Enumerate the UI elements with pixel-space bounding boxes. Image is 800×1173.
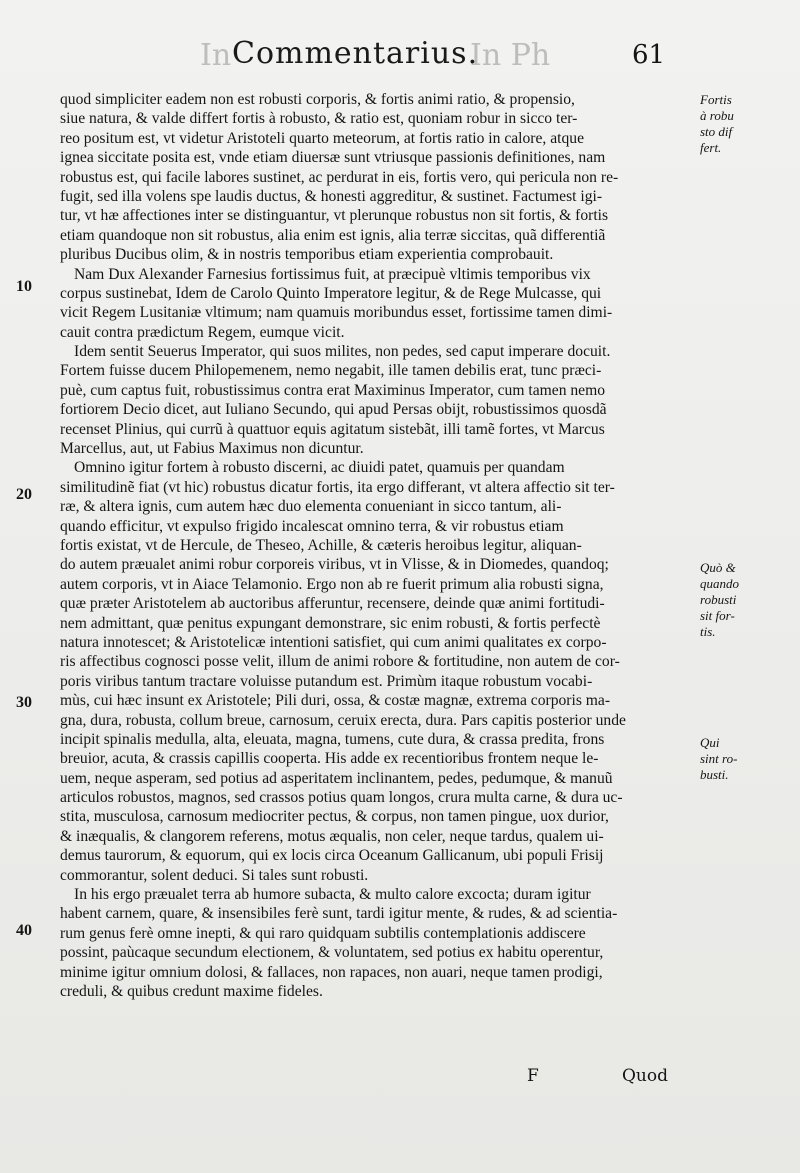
text-line: uem, neque asperam, sed potius ad asperitatem inclinantem, pedes, pedumque, & manuũ <box>60 769 613 787</box>
text-line: possint, paùcaque secundum electionem, & voluntatem, sed potius ex habitu operentur, <box>60 944 604 962</box>
line-number: 20 <box>16 486 32 503</box>
text-line: commorantur, solent deduci. Si tales sunt robusti. <box>60 866 369 884</box>
line-number: 40 <box>16 922 32 939</box>
text-line: Nam Dux Alexander Farnesius fortissimus fuit, at præcipuè vltimis temporibus vix <box>74 265 591 283</box>
main-text-block <box>60 90 682 1001</box>
margin-note-3: Qui sint ro- busti. <box>700 735 738 782</box>
text-line: creduli, & quibus credunt maxime fideles. <box>60 982 323 1000</box>
text-line: cauit contra prædictum Regem, eumque vicit. <box>60 323 345 341</box>
bleed-through-right: In Ph <box>470 38 551 73</box>
text-line: reo positum est, vt videtur Aristoteli quarto meteorum, at fortis ratio in calore, atque <box>60 129 584 147</box>
text-line: mùs, cui hæc insunt ex Aristotele; Pili duri, ossa, & costæ magnæ, extrema corporis ma- <box>60 692 611 710</box>
text-line: ignea siccitate posita est, vnde etiam diuersæ sunt vtriusque passionis definitiones, nam <box>60 149 606 167</box>
text-line: fortiorem Decio dicet, aut Iuliano Secundo, qui apud Persas obijt, robustissimos quosdã <box>60 401 607 419</box>
running-head: Commentarius. <box>232 36 479 71</box>
text-line: quando efficitur, vt expulso frigido incalescat omnino terra, & vir robustus etiam <box>60 517 564 535</box>
text-line: articulos robustos, magnos, sed crassos potius quam longos, crura multa carne, & dura uc- <box>60 789 623 807</box>
text-line: ris affectibus cognosci posse velit, illum de animi robore & fortitudine, non autem de cor- <box>60 653 620 671</box>
text-line: rum genus ferè omne inepti, & qui raro quidquam subtilis contemplationis addiscere <box>60 924 586 942</box>
text-line: breuior, acuta, & crassis capillis cooperta. His adde ex recentioribus frontem neque le- <box>60 750 599 768</box>
text-line: habent carnem, quare, & insensibiles ferè sunt, tardi igitur mente, & rudes, & ad scientia- <box>60 905 618 923</box>
catchword: Quod <box>622 1066 669 1086</box>
text-line: Idem sentit Seuerus Imperator, qui suos milites, non pedes, sed caput imperare docuit. <box>74 343 611 361</box>
text-line: autem corporis, vt in Aiace Telamonio. Ergo non ab re fuerit primum alia robusti signa, <box>60 575 604 593</box>
text-line: quod simpliciter eadem non est robusti corporis, & fortis animi ratio, & propensio, <box>60 91 575 108</box>
line-number: 30 <box>16 694 32 711</box>
bleed-through-left: In <box>200 38 232 73</box>
text-line: Marcellus, aut, ut Fabius Maximus non dicuntur. <box>60 440 364 458</box>
text-line: & inæqualis, & clangorem referens, motus æqualis, non celer, neque tardus, qualem ui- <box>60 827 604 845</box>
text-line: minime igitur omnium dolosi, & fallaces, non rapaces, non auari, neque tamen prodigi, <box>60 963 603 981</box>
page-number: 61 <box>632 40 666 70</box>
text-line: similitudinẽ fiat (vt hic) robustus dicatur fortis, ita ergo differant, vt altera affectio sit ter- <box>60 478 615 496</box>
text-line: poris viribus tantum tractare voluisse putandum est. Primùm itaque robustum vocabi- <box>60 672 593 690</box>
text-line: natura innotescet; & Aristotelicæ intentioni satisfiet, qui cum animi qualitates ex corpo- <box>60 633 607 651</box>
text-line: In his ergo præualet terra ab humore subacta, & multo calore excocta; duram igitur <box>74 886 591 904</box>
text-line: recenset Plinius, qui currũ à quattuor equis agitatum sistebãt, illi tamẽ fortes, vt Marcus <box>60 420 605 438</box>
text-line: incipit spinalis medulla, alta, eleuata, magna, tumens, cute dura, & crassa predita, frons <box>60 730 605 748</box>
text-line: Omnino igitur fortem à robusto discerni, ac diuidi patet, quamuis per quandam <box>74 459 565 477</box>
text-line: do autem præualet animi robur corporeis viribus, vt in Vlisse, & in Diomedes, quandoq; <box>60 556 609 574</box>
text-line: etiam quandoque non sit robustus, alia enim est ignis, alia terræ siccitas, quã differentiã <box>60 226 606 244</box>
text-line: puè, cum captus fuit, robustissimus contra erat Maximinus Imperator, cum tamen nemo <box>60 381 606 399</box>
text-line: nem admittant, quæ penitus expungant demonstrare, sic enim robusti, & fortis perfectè <box>60 614 601 632</box>
text-line: gna, dura, robusta, collum breue, carnosum, ceruix erecta, dura. Pars capitis posterior unde <box>60 711 626 729</box>
text-line: quæ præter Aristotelem ab auctoribus afferuntur, recensere, deinde quæ animi fortitudi- <box>60 595 605 613</box>
text-line: robustus est, qui facile labores sustinet, ac perdurat in eis, fortis vero, qui pericula non re- <box>60 168 619 186</box>
text-line: tur, vt hæ affectiones inter se distinguantur, vt plerunque robustus non sit fortis, & fortis <box>60 207 609 225</box>
text-line: ræ, & altera ignis, cum autem hæc duo elementa conueniant in sicco tantum, ali- <box>60 498 562 516</box>
text-line: Fortem fuisse ducem Philopemenem, nemo negabit, ille tamen debilis erat, tunc præci- <box>60 362 602 380</box>
text-line: pluribus Ducibus olim, & in nostris temporibus etiam experientia comprobauit. <box>60 246 554 264</box>
text-line: fortis existat, vt de Hercule, de Theseo, Achille, & cæteris heroibus legitur, aliquan- <box>60 536 582 554</box>
margin-note-2: Quò & quando robusti sit for- tis. <box>700 560 739 639</box>
text-line: vicit Regem Lusitaniæ vltimum; nam quamuis moribundus esset, fortissime tamen dimi- <box>60 304 613 322</box>
text-line: fugit, sed illa volens spe laudis ductus, & honesti aggreditur, & sustinet. Factumest igi- <box>60 187 603 205</box>
text-line: demus taurorum, & equorum, qui ex locis circa Oceanum Gallicanum, ubi populi Frisij <box>60 847 604 865</box>
text-line: siue natura, & valde differt fortis à robusto, & ratio est, quoniam robur in sicco ter- <box>60 110 578 128</box>
text-line: stita, musculosa, carnosum mediocriter pectus, & corpus, non tamen pingue, uox durior, <box>60 808 609 826</box>
margin-note-1: Fortis à robu sto dif fert. <box>700 92 734 155</box>
text-line: corpus sustinebat, Idem de Carolo Quinto Imperatore legitur, & de Rege Mulcasse, qui <box>60 284 602 302</box>
signature-mark: F <box>527 1066 539 1086</box>
line-number: 10 <box>16 278 32 295</box>
